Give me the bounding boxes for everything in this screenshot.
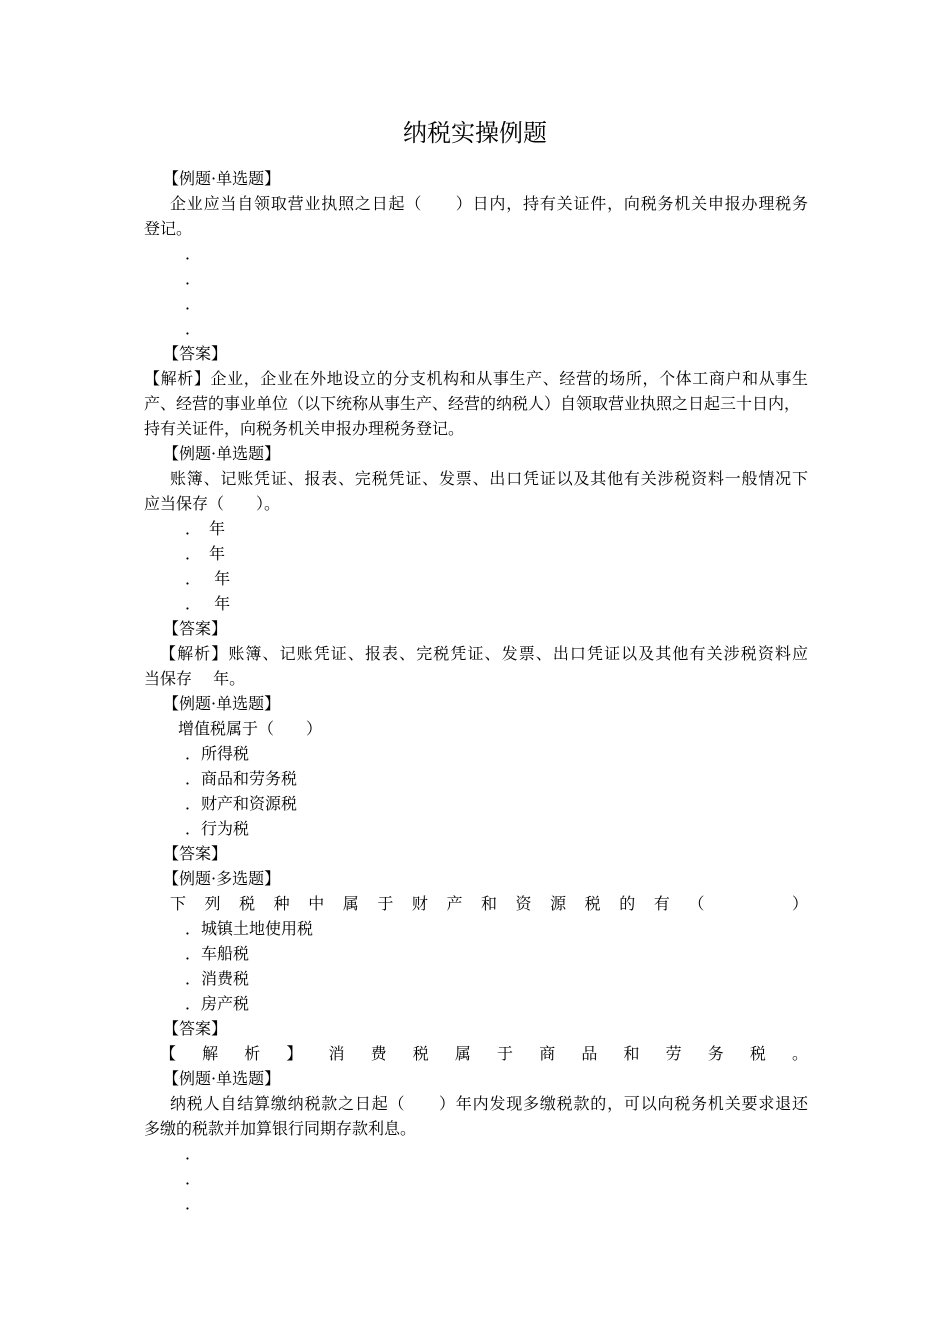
option-line: ． <box>185 1144 202 1163</box>
option-line: ．车船税 <box>185 944 250 963</box>
option-line: ． <box>185 269 202 288</box>
option-line: ． <box>185 1194 202 1213</box>
question-text: 增值税属于（ ） <box>178 719 323 738</box>
question-text: 纳税人自结算缴纳税款之日起（ ）年内发现多缴税款的，可以向税务机关要求退还 <box>170 1094 808 1113</box>
option-line: ． 年 <box>185 594 231 613</box>
page-title: 纳税实操例题 <box>403 119 547 147</box>
option-line: ． <box>185 244 202 263</box>
section-tag: 【例题·单选题】 <box>163 694 281 713</box>
option-line: ． 年 <box>185 544 226 563</box>
section-tag: 【例题·单选题】 <box>163 169 281 188</box>
section-tag: 【例题·单选题】 <box>163 1069 281 1088</box>
section-tag: 【例题·单选题】 <box>163 444 281 463</box>
section-tag: 【答案】 <box>163 1019 228 1038</box>
text-line: 产、经营的事业单位（以下统称从事生产、经营的纳税人）自领取营业执照之日起三十日内， <box>144 394 801 413</box>
option-line: ．所得税 <box>185 744 250 763</box>
section-tag: 【答案】 <box>163 619 228 638</box>
question-text: 账簿、记账凭证、报表、完税凭证、发票、出口凭证以及其他有关涉税资料一般情况下 <box>170 469 808 488</box>
text-line: 多缴的税款并加算银行同期存款利息。 <box>144 1119 417 1138</box>
text-line: 持有关证件，向税务机关申报办理税务登记。 <box>144 419 465 438</box>
text-line: 登记。 <box>144 219 193 238</box>
option-line: ． 年 <box>185 519 226 538</box>
text-line: 当保存 年。 <box>144 669 246 688</box>
section-tag: 【答案】 <box>163 844 228 863</box>
explanation-text: 【解析】账簿、记账凭证、报表、完税凭证、发票、出口凭证以及其他有关涉税资料应 <box>160 644 808 663</box>
section-tag: 【答案】 <box>163 344 228 363</box>
option-line: ． <box>185 1169 202 1188</box>
option-line: ．财产和资源税 <box>185 794 298 813</box>
option-line: ． <box>185 294 202 313</box>
text-line: 应当保存（ ）。 <box>144 494 281 513</box>
option-line: ．房产税 <box>185 994 250 1013</box>
option-line: ．行为税 <box>185 819 250 838</box>
option-line: ．商品和劳务税 <box>185 769 298 788</box>
question-text: 企业应当自领取营业执照之日起（ ）日内，持有关证件，向税务机关申报办理税务 <box>170 194 808 213</box>
option-line: ．城镇土地使用税 <box>185 919 314 938</box>
option-line: ． 年 <box>185 569 231 588</box>
option-line: ． <box>185 319 202 338</box>
section-tag: 【例题·多选题】 <box>163 869 281 888</box>
option-line: ．消费税 <box>185 969 250 988</box>
explanation-text: 【解析】消费税属于商品和劳务税。 <box>160 1044 808 1063</box>
question-text: 下列税种中属于财产和资源税的有（ ） <box>170 894 808 913</box>
explanation-text: 【解析】企业，企业在外地设立的分支机构和从事生产、经营的场所，个体工商户和从事生 <box>144 369 808 388</box>
